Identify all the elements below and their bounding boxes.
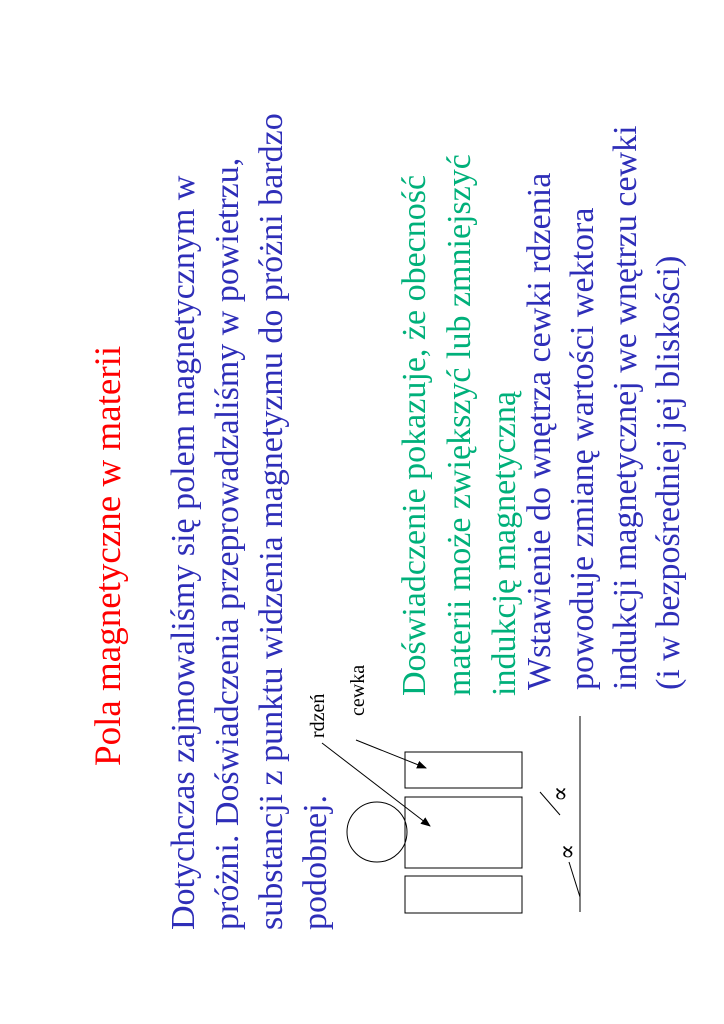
graph-segment-lower [569,862,580,897]
experiment-line-2: materii może zwiększyć lub zmniejszyć [441,154,478,696]
slide-title: Pola magnetyczne w materii [88,345,129,766]
core-line-4: (i w bezpośredniej jej bliskości) [650,255,687,690]
core-rod [405,797,522,868]
coil-end-circle [347,802,407,862]
intro-line-4: podobnej. [297,794,334,930]
experiment-line-1: Doświadczenie pokazuje, że obecność [396,174,433,696]
intro-line-1: Dotychczas zajmowaliśmy się polem magnetycznym w [165,175,202,930]
coil-section-bottom [405,876,522,913]
proportional-symbol-2: ∝ [555,843,581,860]
graph-segment-upper [540,792,560,815]
core-line-3: indukcji magnetycznej we wnętrzu cewki [607,125,644,690]
proportional-symbol-1: ∝ [548,785,574,802]
experiment-line-3: indukcję magnetyczną [486,391,523,696]
coil-label: cewka [347,664,369,716]
core-line-1: Wstawienie do wnętrza cewki rdzenia [521,172,558,690]
coil-pointer-arrow [356,740,426,768]
intro-line-3: substancji z punktu widzenia magnetyzmu do próżni bardzo [253,113,290,930]
coil-section-top [405,752,522,788]
core-line-2: powoduje zmianę wartości wektora [564,207,601,690]
intro-line-2: próżni. Doświadczenia przeprowadzaliśmy w powietrzu, [209,157,246,930]
core-pointer-arrow [322,743,430,826]
core-label: rdzeń [307,693,329,738]
